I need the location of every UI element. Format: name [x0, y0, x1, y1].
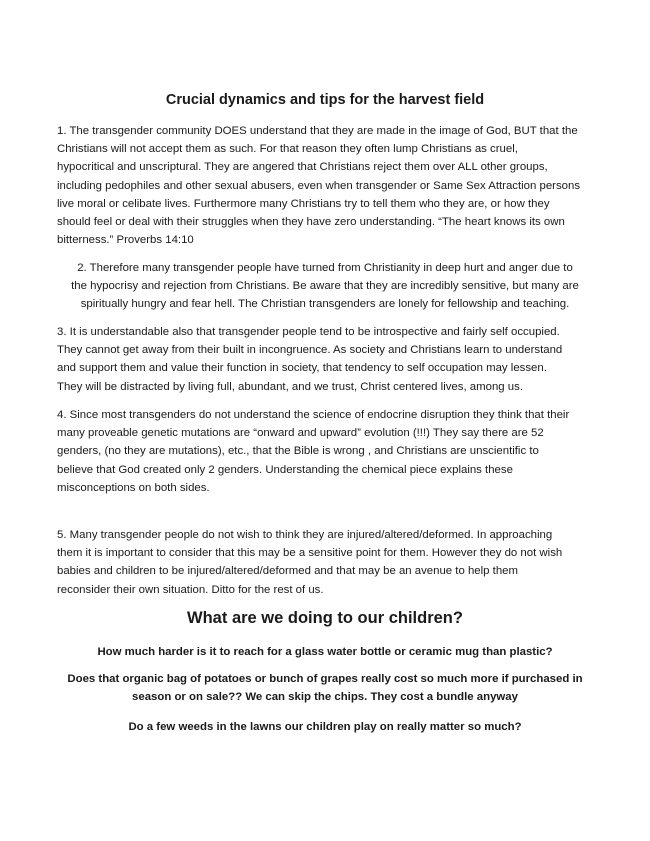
document-title: Crucial dynamics and tips for the harvest field	[165, 92, 485, 108]
text-line: 1. The transgender community DOES understand that they are made in the image of God, BUT that the	[57, 125, 578, 137]
text-line: bitterness.” Proverbs 14:10	[57, 234, 194, 247]
text-line: 3. It is understandable also that transgender people tend to be introspective and fairly self occupied.	[57, 326, 560, 338]
text-line: 5. Many transgender people do not wish to think they are injured/altered/deformed. In approaching	[57, 529, 553, 541]
question-3	[0, 718, 650, 736]
text-line: hypocritical and unscriptural. They are angered that Christians reject them over ALL other groups,	[57, 161, 548, 174]
paragraph-5	[57, 526, 617, 599]
text-line: They cannot get away from their built in incongruence. As society and Christians learn to understand	[57, 344, 563, 357]
text-line: and support them and value their function in society, that tendency to self occupation may lessen.	[57, 362, 547, 375]
text-line: Do a few weeds in the lawns our children play on really matter so much?	[128, 721, 522, 733]
text-line: reconsider their own situation. Ditto for the rest of us.	[57, 583, 324, 596]
text-line: many proveable genetic mutations are “onward and upward” evolution (!!!) They say there are 52	[57, 427, 544, 440]
text-line: Christians will not accept them as such. For that reason they often lump Christians as cruel,	[57, 143, 518, 156]
text-line: 4. Since most transgenders do not understand the science of endocrine disruption they think that their	[57, 409, 570, 421]
text-line: spiritually hungry and fear hell. The Christian transgenders are lonely for fellowship and teaching.	[80, 298, 570, 311]
text-line: They will be distracted by living full, abundant, and we trust, Christ centered lives, among us.	[57, 380, 523, 393]
text-line: 2. Therefore many transgender people have turned from Christianity in deep hurt and anger due to	[77, 262, 573, 274]
text-line: season or on sale?? We can skip the chips. They cost a bundle anyway	[132, 691, 518, 704]
text-line: babies and children to be injured/altered/deformed and that may be an avenue to help them	[57, 565, 518, 578]
paragraph-2	[0, 259, 650, 314]
question-1	[0, 643, 650, 661]
text-line: misconceptions on both sides.	[57, 481, 210, 494]
text-line: live moral or celibate lives. Furthermore many Christians try to tell them who they are, or how they	[57, 197, 550, 210]
paragraph-4	[57, 406, 617, 497]
question-2	[0, 670, 650, 706]
text-line: Does that organic bag of potatoes or bunch of grapes really cost so much more if purchased in	[67, 673, 583, 685]
text-line: including pedophiles and other sexual abusers, even when transgender or Same Sex Attraction persons	[57, 179, 581, 192]
section-heading: What are we doing to our children?	[187, 609, 463, 627]
paragraph-3	[57, 323, 617, 396]
text-line: should feel or deal with their struggles when they have zero understanding. “The heart knows its own	[57, 216, 565, 229]
text-line: believe that God created only 2 genders. Understanding the chemical piece explains these	[57, 463, 513, 476]
paragraph-1	[57, 122, 617, 249]
text-line: genders, (no they are mutations), etc., that the Bible is wrong , and Christians are unscientific to	[57, 445, 539, 458]
text-line: the hypocrisy and rejection from Christians. Be aware that they are incredibly sensitive, but many are	[71, 280, 579, 293]
text-line: How much harder is it to reach for a glass water bottle or ceramic mug than plastic?	[97, 646, 553, 658]
text-line: them it is important to consider that this may be a sensitive point for them. However they do not wish	[57, 547, 563, 560]
